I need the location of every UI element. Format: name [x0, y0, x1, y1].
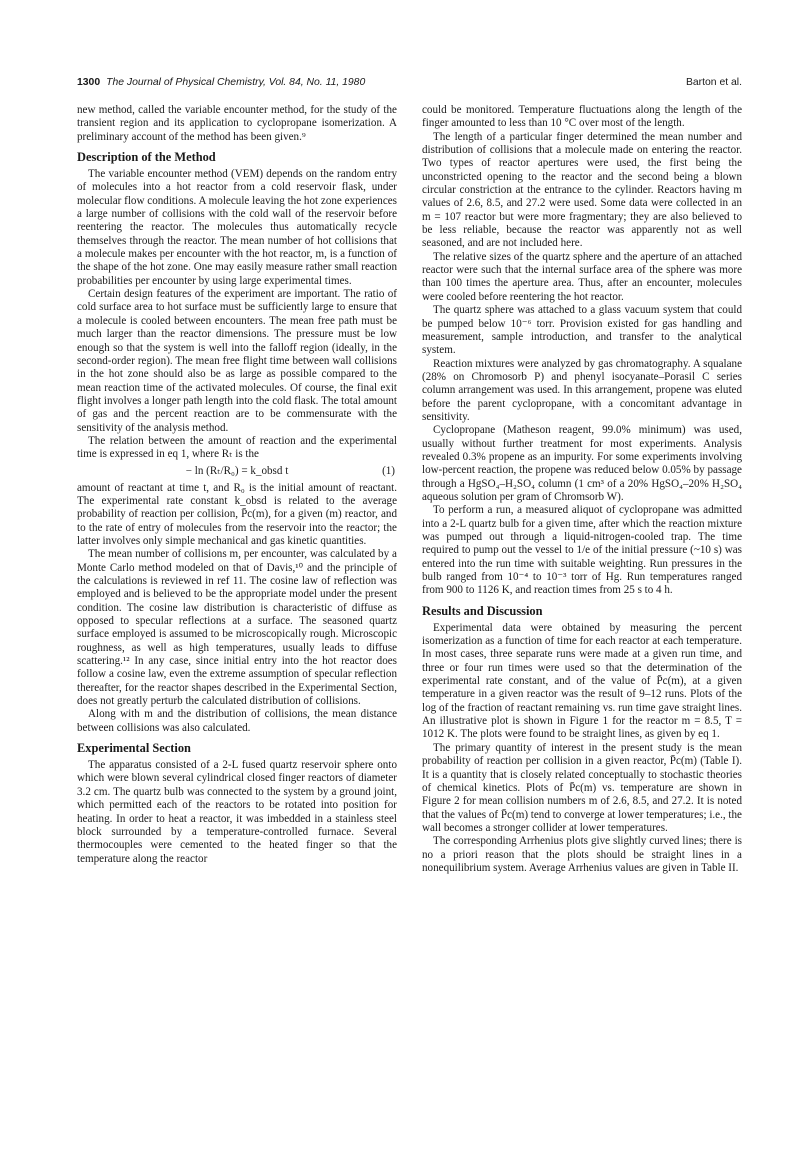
paragraph-experimental-4: The quartz sphere was attached to a glass vacuum system that could be pumped below 10⁻⁶ torr. Provision existed for gas handling and measurement, sample introduction, and transfer to the analytical system. — [422, 304, 742, 357]
journal-citation: The Journal of Physical Chemistry, Vol. 84, No. 11, 1980 — [106, 77, 366, 88]
paragraph-results-3: The corresponding Arrhenius plots give slightly curved lines; there is no a priori reason that the plots should be straight lines in a nonequilibrium system. Average Arrhenius values are given in Table II. — [422, 835, 742, 874]
header-authors: Barton et al. — [685, 77, 742, 88]
header-left — [77, 77, 365, 88]
equation-1 — [77, 463, 397, 480]
paragraph-method-1: The variable encounter method (VEM) depends on the random entry of molecules into a hot reactor from a cold reservoir flask, under molecular flow conditions. A molecule leaving the hot zone experiences a large number of collisions with the cold wall of the reservoir before reentering the reactor. The molecules thus automatically recycle themselves through the reactor. The mean number of hot collisions that a molecule makes per encounter with the hot reactor, m, is a function of the shape of the hot zone. One may easily measure rather small reaction probabilities per encounter by using large experimental times. — [77, 168, 397, 287]
equation-1-number: (1) — [382, 464, 395, 477]
paragraph-method-2: Certain design features of the experiment are important. The ratio of cold surface area to hot surface must be sufficiently large to ensure that a molecule is cooled between encounters. The mean free path must be much larger than the reactor dimensions. The pressure must be low enough so that the system is well into the falloff region (ideally, in the second-order region). The mean free flight time between wall collisions in the hot zone should also be as large as possible compared to the mean reaction time of the activated molecules. Of course, the final exit flight involves a longer path length into the cold flask. The total amount of gas and the percent reaction are to be commensurate with the sensitivity of the analysis method. — [77, 288, 397, 434]
page-number: 1300 — [77, 77, 101, 88]
paragraph-continued: could be monitored. Temperature fluctuations along the length of the finger amounted to less than 10 °C over most of the length. — [422, 104, 742, 130]
paragraph-method-3: The relation between the amount of reaction and the experimental time is expressed in eq 1, where Rₜ is the — [77, 434, 397, 461]
paragraph-experimental-5: Reaction mixtures were analyzed by gas chromatography. A squalane (28% on Chromosorb P) and phenyl isocyanate–Porasil C series column arrangement was used. In this arrangement, propene was eluted before the parent cyclopropane, with a concomitant advantage in sensitivity. — [422, 357, 742, 423]
paragraph-experimental-3: The relative sizes of the quartz sphere and the aperture of an attached reactor were such that the internal surface area of the sphere was more than 100 times the aperture area. Thus, after an encounter, molecules were cooled before reentering the hot reactor. — [422, 250, 742, 303]
right-column — [422, 104, 742, 875]
heading-experimental-section: Experimental Section — [77, 741, 191, 756]
paragraph-method-6: Along with m and the distribution of collisions, the mean distance between collisions was also calculated. — [77, 708, 397, 734]
heading-results-and-discussion: Results and Discussion — [422, 603, 543, 618]
paragraph-method-5: The mean number of collisions m, per encounter, was calculated by a Monte Carlo method modeled on that of Davis,¹⁰ and the principle of the calculations is reviewed in ref 11. The cosine law of reflection was employed and is believed to be the appropriate model under the present condition. The cosine law distribution is characteristic of diffuse as opposed to specular reflections at a surface. The seasoned quartz surface employed is assumed to be microscopically rough. Microscopic roughness, as well as high temperatures, usually leads to diffuse scattering.¹² In any case, since initial entry into the hot reactor does follow a cosine law, even the extreme assumption of specular reflection thereafter, for the reactor shapes described in the Experimental Section, does not greatly perturb the calculated distribution of collisions. — [77, 548, 397, 708]
left-column — [77, 104, 397, 866]
paragraph-experimental-1: The apparatus consisted of a 2-L fused quartz reservoir sphere onto which were blown several cylindrical closed finger reactors of diameter 3.2 cm. The quartz bulb was connected to the system by a ground joint, which permitted each of the reactors to be rotated into position for heating. In order to heat a reactor, it was imbedded in a stainless steel block surrounded by a temperature-controlled furnace. Several thermocouples were cemented to the heated finger so that the temperature along the reactor — [77, 759, 397, 865]
heading-description-of-method: Description of the Method — [77, 150, 216, 165]
paragraph-experimental-7: To perform a run, a measured aliquot of cyclopropane was admitted into a 2-L quartz bulb for a given time, after which the reaction mixture was pumped out through a liquid-nitrogen-cooled trap. The time required to pump out the vessel to 1/e of the initial pressure (~10 s) was entered into the run time with suitable weighting. Run pressures in the bulb ranged from 10⁻⁴ to 10⁻³ torr of Hg. Run temperatures ranged from 900 to 1126 K, and reaction times from 25 s to 4 h. — [422, 504, 742, 597]
paragraph-intro: new method, called the variable encounter method, for the study of the transient region and its application to cyclopropane isomerization. A preliminary account of the method has been given.⁹ — [77, 104, 397, 143]
paragraph-experimental-2: The length of a particular finger determined the mean number and distribution of collisions that a molecule made on entering the reactor. Two types of reactor apertures were used, the first being the unconstricted opening to the reactor and the second being a blown circular constriction at the entrance to the cylinder. Reactors having m values of 2.6, 8.5, and 27.2 were used. Some data were collected in an m = 107 reactor but were more fragmentary; they are also believed to be less reliable, because the reactor was apparently not as well seasoned, and are not included here. — [422, 130, 742, 250]
paragraph-results-2: The primary quantity of interest in the present study is the mean probability of reaction per collision in a given reactor, P̄c(m) (Table I). It is a quantity that is closely related conceptually to stochastic theories of chemical kinetics. Plots of P̄c(m) vs. temperature are shown in Figure 2 for mean collision numbers m of 2.6, 8.5, and 27.2. It is noted that the values of P̄c(m) tend to converge at lower temperatures; i.e., the wall becomes a stronger collider at lower temperatures. — [422, 741, 742, 834]
paragraph-method-4: amount of reactant at time t, and R₀ is the initial amount of reactant. The experimental rate constant k_obsd is related to the average probability of reaction per collision, P̄c(m), for a given (m) reactor, and to the rate of entry of molecules from the reservoir into the reactor; the latter involves only simple mechanical and gas kinetic quantities. — [77, 481, 397, 547]
paragraph-results-1: Experimental data were obtained by measuring the percent isomerization as a function of time for each reactor at each temperature. In most cases, three separate runs were made at a given run time, and three or four run times were used so that the determination of the experimental rate constant, and of the value of P̄c(m), at a given temperature in a given reactor was the result of 9–12 runs. Plots of the log of the fraction of reactant remaining vs. run time gave straight lines. An illustrative plot is shown in Figure 1 for the reactor m = 8.5, T = 1012 K. The plots were found to be straight lines, as given by eq 1. — [422, 621, 742, 741]
equation-1-body: − ln (Rₜ/R₀) = k_obsd t — [185, 464, 289, 477]
running-header — [77, 77, 742, 93]
paragraph-experimental-6: Cyclopropane (Matheson reagent, 99.0% minimum) was used, usually without further treatment for most experiments. Analysis revealed 0.3% propene as an impurity. For some experiments involving low-percent reaction, the propene was reduced below 0.05% by passage through a HgSO₄–H₂SO₄ column (1 cm³ of a 20% HgSO₄–20% H₂SO₄ aqueous solution per gram of Chromsorb W). — [422, 424, 742, 503]
